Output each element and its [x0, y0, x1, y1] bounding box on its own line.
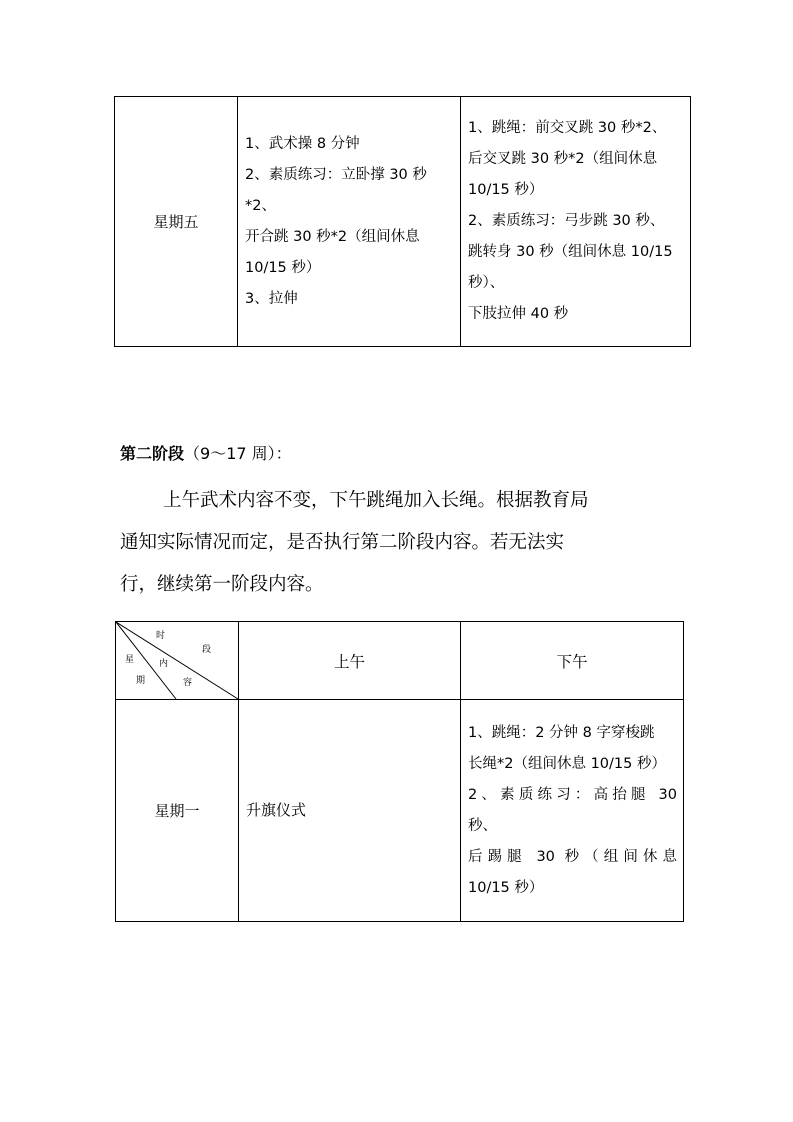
- table-row: [115, 97, 691, 347]
- afternoon-line: 2、素质练习：弓步跳 30 秒、: [468, 213, 665, 229]
- column-header-morning: 上午: [239, 622, 461, 700]
- morning-line: 1、武术操 8 分钟: [245, 135, 360, 152]
- afternoon-line: 10/15 秒）: [468, 879, 544, 896]
- morning-line: 3、拉伸: [245, 290, 298, 307]
- day-cell: 星期一: [116, 700, 239, 922]
- afternoon-cell: [461, 700, 684, 922]
- diag-label: 段: [202, 645, 212, 655]
- morning-cell: [238, 97, 461, 347]
- afternoon-line: 后踢腿 30 秒（组间休息: [468, 848, 677, 865]
- stage2-paragraph: [120, 480, 660, 606]
- diag-label: 内: [159, 659, 169, 669]
- diag-label: 时: [156, 631, 166, 641]
- morning-line: 2、素质练习：立卧撑 30 秒: [245, 166, 427, 183]
- diagonal-lines: [116, 622, 239, 700]
- afternoon-cell: [461, 97, 691, 347]
- diag-label: 期: [136, 676, 146, 686]
- schedule-table-stage1-friday: [114, 96, 691, 347]
- afternoon-line: 1、跳绳：前交叉跳 30 秒*2、: [468, 120, 667, 136]
- morning-line: 10/15 秒）: [245, 259, 321, 276]
- afternoon-line: 秒、: [468, 817, 497, 834]
- afternoon-line: 2、素质练习：高抬腿 30: [468, 786, 677, 803]
- diag-label: 容: [183, 678, 193, 688]
- stage2-title-weeks: （9～17 周）：: [184, 444, 292, 463]
- table-row: [116, 700, 684, 922]
- paragraph-line: 通知实际情况而定，是否执行第二阶段内容。若无法实: [120, 532, 565, 553]
- afternoon-line: 下肢拉伸 40 秒: [468, 306, 569, 322]
- afternoon-line: 10/15 秒）: [468, 182, 544, 198]
- column-header-afternoon: 下午: [461, 622, 684, 700]
- stage2-title: [120, 441, 292, 464]
- afternoon-line: 秒）、: [468, 275, 505, 291]
- schedule-table-stage2: [115, 621, 684, 922]
- diagonal-header-cell: [116, 622, 239, 700]
- stage2-title-bold: 第二阶段: [120, 444, 185, 463]
- morning-line: *2、: [245, 197, 276, 214]
- afternoon-line: 后交叉跳 30 秒*2（组间休息: [468, 151, 658, 167]
- paragraph-line: 上午武术内容不变，下午跳绳加入长绳。根据教育局: [163, 490, 589, 511]
- afternoon-line: 跳转身 30 秒（组间休息 10/15: [468, 244, 673, 260]
- morning-cell: 升旗仪式: [239, 700, 461, 922]
- morning-line: 开合跳 30 秒*2（组间休息: [245, 228, 420, 245]
- paragraph-line: 行，继续第一阶段内容。: [120, 574, 324, 595]
- day-cell: 星期五: [115, 97, 238, 347]
- afternoon-line: 长绳*2（组间休息 10/15 秒）: [468, 755, 666, 772]
- diag-label: 星: [125, 655, 135, 665]
- table-header-row: [116, 622, 684, 700]
- afternoon-line: 1、跳绳：2 分钟 8 字穿梭跳: [468, 724, 655, 741]
